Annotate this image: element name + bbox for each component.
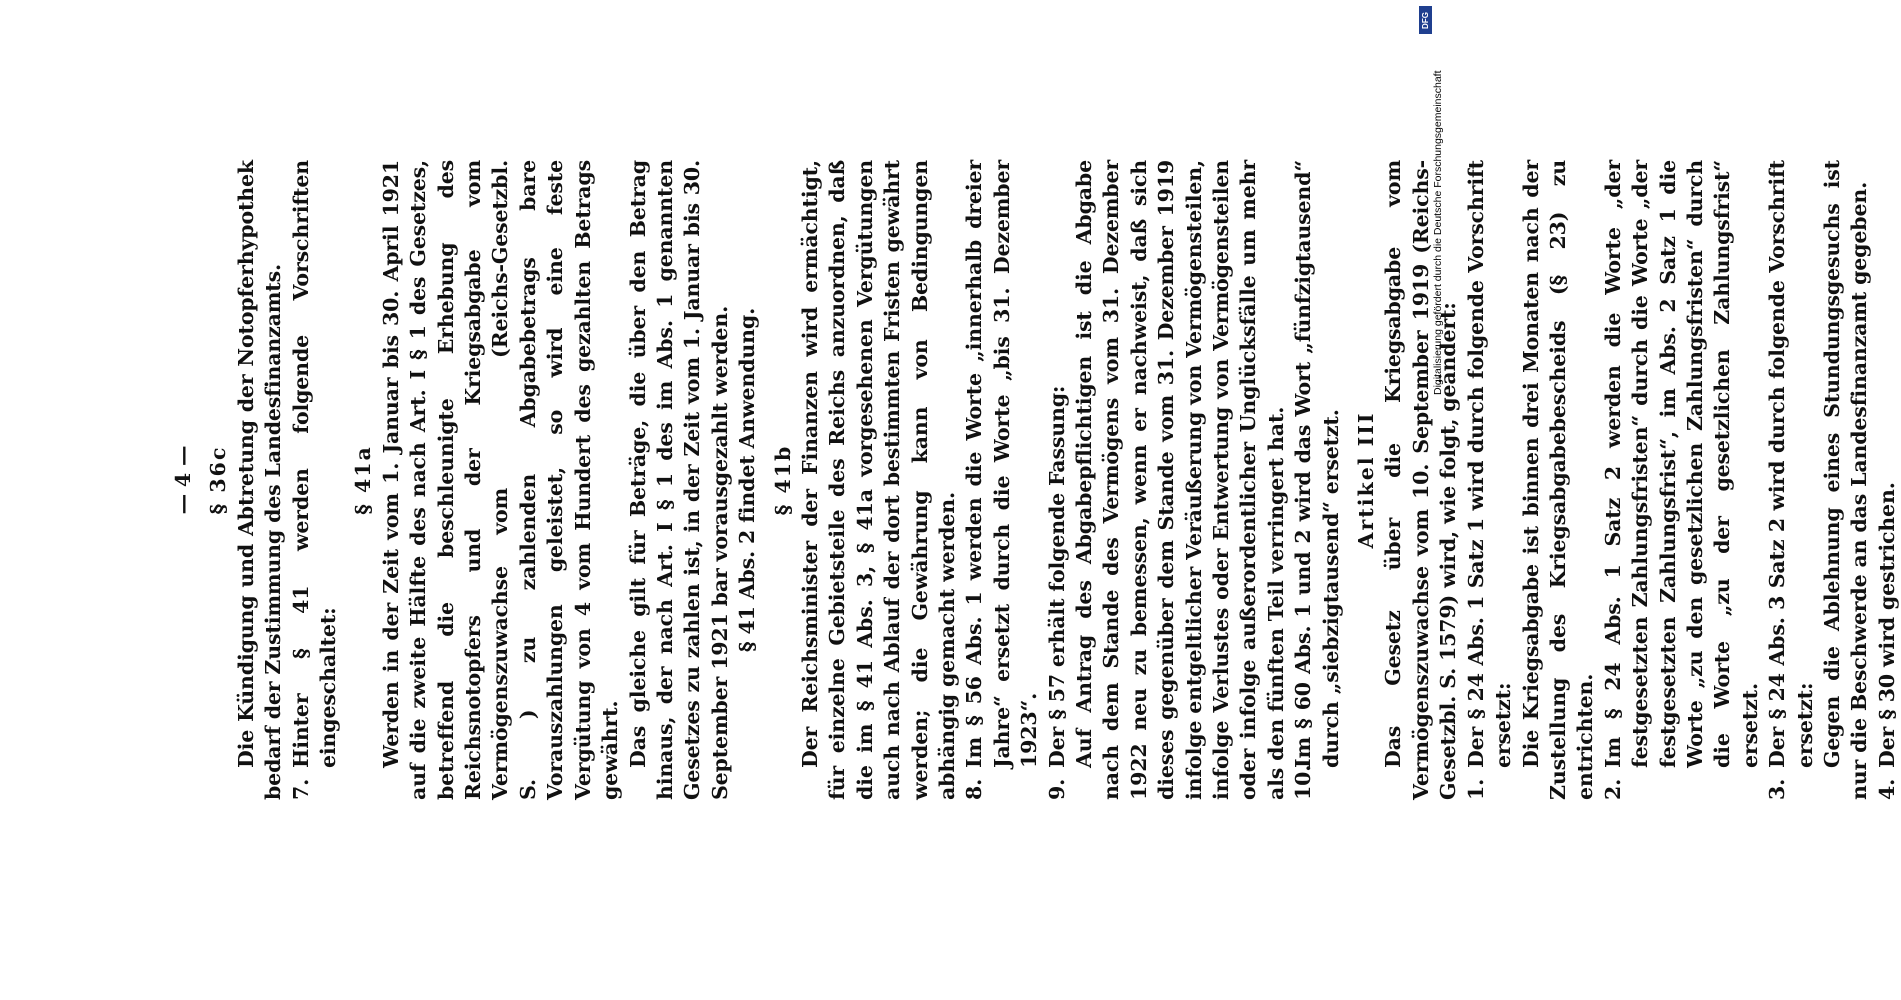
paragraph-text: (Reichs-Gesetzbl. S.	[488, 160, 540, 800]
list-number: 1.	[1463, 778, 1488, 800]
digitization-credit: Digitalisierung gefördert durch die Deutsche Forschungsgemeinschaft	[1432, 70, 1444, 395]
section-36c-text: Die Kündigung und Abtretung der Notopferhypothek bedarf der Zustimmung des Landesfinanzamts.	[233, 160, 286, 800]
dfg-logo-text: DFG	[1421, 11, 1431, 29]
page-number: — 4 —	[171, 445, 195, 515]
list-number: 3.	[1765, 778, 1790, 800]
list-item-text: Im § 60 Abs. 1 und 2 wird das Wort „fünfzigtausend“ durch „siebzigtausend“ ersetzt.	[1291, 160, 1343, 768]
article-item-1	[1463, 160, 1518, 800]
section-heading-41a: § 41a	[351, 445, 376, 515]
list-number: 4.	[1874, 778, 1899, 800]
list-item-10	[1290, 160, 1345, 800]
section-41b-text: Der Reichsminister der Finanzen wird ermächtigt, für einzelne Gebietsteile des Reichs anzuordnen, daß die im § 41 Abs. 3, § 41a vorgesehenen Vergütungen auch nach Ablauf der dort bestimmten Fristen gewährt werden; die Gewährung kann von Bedingungen abhängig gemacht werden.	[797, 160, 959, 800]
list-number: 9.	[1044, 778, 1069, 800]
list-number: 8.	[962, 778, 987, 800]
paragraph-text: Werden in der Zeit vom 1. Januar bis 30. April 1921 auf die zweite Hälfte des nach Art. I § 1 des Gesetzes, betreffend die beschleunigte Erhebung des Reichsnotopfers und der Kriegsabgabe vom Vermögenszuwachse vom	[378, 160, 513, 800]
dfg-logo	[1419, 6, 1432, 34]
section-heading-41b: § 41b	[770, 444, 795, 516]
article-heading-3: Artikel III	[1354, 411, 1379, 549]
article-item-2	[1600, 160, 1764, 800]
section-41a-paragraph-2: Das gleiche gilt für Beträge, die über den Betrag hinaus, der nach Art. I § 1 des im Abs. 1 genannten Gesetzes zu zahlen ist, in der Zeit vom 1. Januar bis 30. September 1921 bar vorausgezahlt werden.	[625, 160, 732, 800]
list-item-text: Der § 57 erhält folgende Fassung:	[1044, 385, 1069, 768]
section-57-text: Auf Antrag des Abgabepflichtigen ist die Abgabe nach dem Stande des Vermögens vom 31. Dezember 1922 neu zu bemessen, wenn er nachweist, daß sich dieses gegenüber dem Stande vom 31. Dezember 1919 infolge entgeltlicher Veräußerung von Vermögensteilen, infolge Verlustes oder Entwertung von Vermögensteilen oder infolge außerordentlicher Unglücksfälle um mehr als den fünften Teil verringert hat.	[1072, 160, 1288, 800]
paragraph-text: ) zu zahlenden Abgabebetrags bare Vorauszahlungen geleistet, so wird eine feste Vergütung von 4 vom Hundert des gezahlten Betrags gewährt.	[515, 160, 623, 800]
list-number: 2.	[1600, 778, 1625, 800]
list-item-text: Im § 24 Abs. 1 Satz 2 werden die Worte „der festgesetzten Zahlungsfristen“ durch die Worte „der festgesetzten Zahlungsfrist“, im Abs. 2 Satz 1 die Worte „zu den gesetzlichen Zahlungsfristen“ durch die Worte „zu der gesetzlichen Zahlungsfrist“ ersetzt.	[1600, 160, 1762, 768]
section-41a-paragraph-1	[378, 160, 625, 800]
list-item-text: Im § 56 Abs. 1 werden die Worte „innerhalb dreier Jahre“ ersetzt durch die Worte „bis 31. Dezember 1923“.	[962, 160, 1042, 768]
list-number: 7.	[288, 778, 313, 800]
article-item-3	[1764, 160, 1819, 800]
article-item-1-quote: Die Kriegsabgabe ist binnen drei Monaten nach der Zustellung des Kriegsabgabebescheids (§ 23) zu entrichten.	[1518, 160, 1598, 800]
list-number: 10.	[1291, 764, 1316, 800]
article-item-3-quote: Gegen die Ablehnung eines Stundungsgesuchs ist nur die Beschwerde an das Landesfinanzamt gegeben.	[1819, 160, 1872, 800]
list-item-text: Hinter § 41 werden folgende Vorschriften eingeschaltet:	[288, 160, 341, 768]
section-41a-paragraph-3: § 41 Abs. 2 findet Anwendung.	[735, 307, 760, 653]
list-item-text: Der § 30 wird gestrichen.	[1874, 482, 1899, 768]
article-item-4	[1874, 160, 1901, 800]
list-item-8	[961, 160, 1043, 800]
list-item-9	[1044, 160, 1071, 800]
section-heading-36c: § 36c	[206, 445, 231, 515]
list-item-7	[288, 160, 343, 800]
list-item-text: Der § 24 Abs. 3 Satz 2 wird durch folgende Vorschrift ersetzt:	[1765, 160, 1817, 768]
list-item-text: Der § 24 Abs. 1 Satz 1 wird durch folgende Vorschrift ersetzt:	[1463, 160, 1516, 768]
article-3-intro: Das Gesetz über die Kriegsabgabe vom Vermögenszuwachse vom 10. September 1919 (Reichs-Gesetzbl. S. 1579) wird, wie folgt, geändert:	[1381, 160, 1461, 800]
